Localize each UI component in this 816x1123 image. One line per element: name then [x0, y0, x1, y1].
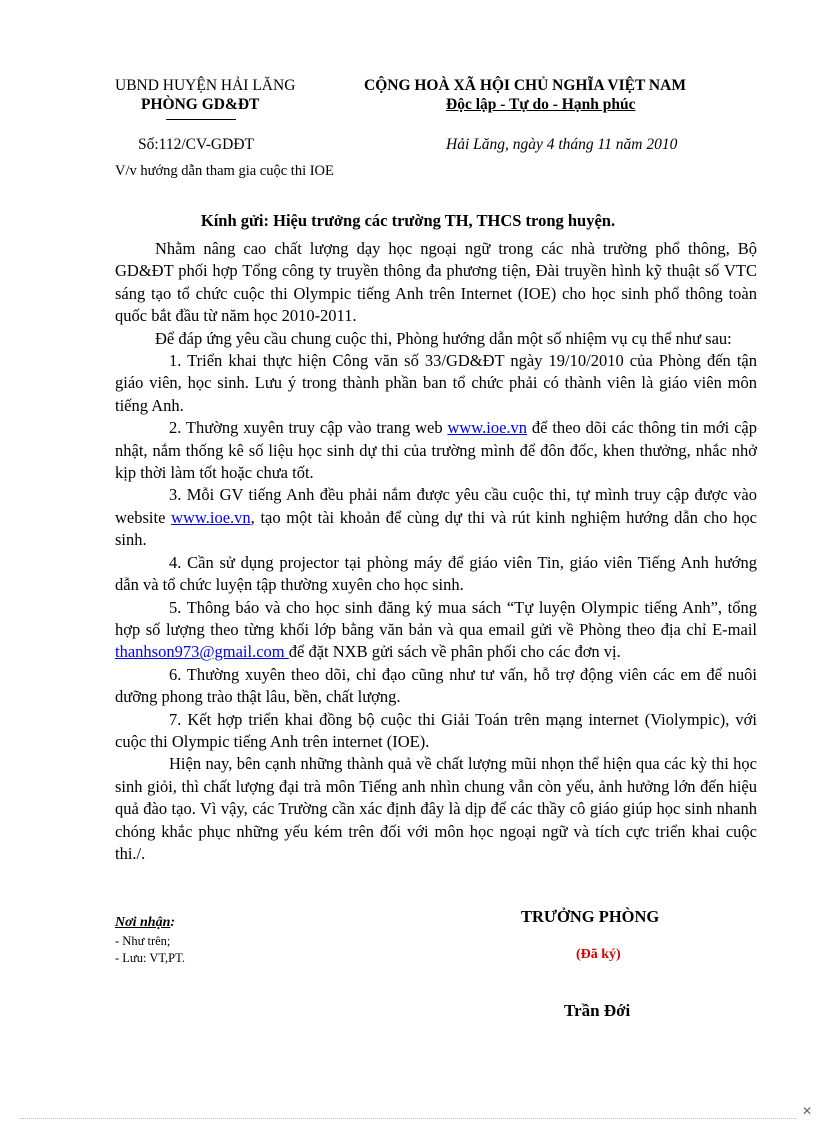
place-date: Hải Lăng, ngày 4 tháng 11 năm 2010 — [446, 136, 678, 153]
task-item-2: 2. Thường xuyên truy cập vào trang web www.ioe.vn để theo dõi các thông tin mới cập nhật, nắm thống kê số liệu học sinh dự thi của trường mình để đôn đốc, khen thưởng, nhắc nhở kịp thời làm tốt hoặc chưa tốt. — [115, 418, 757, 483]
task-item-5: 5. Thông báo và cho học sinh đăng ký mua sách “Tự luyện Olympic tiếng Anh”, tổng hợp số lượng theo từng khối lớp bằng văn bản và qua email gửi về Phòng theo địa chỉ E-mail thanhson973@gmail.com để đặt NXB gửi sách về phân phối cho các đơn vị. — [115, 597, 757, 662]
subject-line: V/v hướng dẫn tham gia cuộc thi IOE — [115, 163, 334, 179]
document-body — [115, 238, 757, 865]
guidance-paragraph: Để đáp ứng yêu cầu chung cuộc thi, Phòng hướng dẫn một số nhiệm vụ cụ thể như sau: — [155, 328, 732, 348]
recipients-line-2: - Lưu: VT,PT. — [115, 951, 185, 965]
email-link[interactable]: thanhson973@gmail.com — [115, 642, 289, 662]
recipients-line-1: - Như trên; — [115, 934, 171, 948]
page-bottom-border — [20, 1118, 796, 1119]
ioe-website-link-2[interactable]: www.ioe.vn — [171, 507, 251, 527]
ioe-website-link[interactable]: www.ioe.vn — [447, 418, 528, 438]
department-name: PHÒNG GD&ĐT — [141, 96, 260, 113]
national-motto: Độc lập - Tự do - Hạnh phúc — [446, 96, 636, 113]
task-item-4: 4. Cần sử dụng projector tại phòng máy để giáo viên Tin, giáo viên Tiếng Anh hướng dẫn và tổ chức luyện tập thường xuyên cho học sinh. — [115, 552, 757, 595]
signer-name: Trần Đới — [564, 1001, 631, 1020]
recipient-line: Kính gửi: Hiệu trưởng các trường TH, THCS trong huyện. — [200, 211, 616, 230]
document-number: Số:112/CV-GDĐT — [138, 136, 254, 153]
department-underline — [166, 119, 236, 120]
intro-paragraph: Nhằm nâng cao chất lượng dạy học ngoại ngữ trong các nhà trường phổ thông, Bộ GD&ĐT phối hợp Tổng công ty truyền thông đa phương tiện, Đài truyền hình kỹ thuật số VTC sáng tạo tổ chức cuộc thi Olympic tiếng Anh trên Internet (IOE) cho học sinh phổ thông toàn quốc bắt đầu từ năm học 2010-2011. — [115, 239, 757, 326]
corner-mark-icon: ✕ — [802, 1104, 813, 1118]
closing-paragraph: Hiện nay, bên cạnh những thành quả về chất lượng mũi nhọn thể hiện qua các kỳ thi học sinh giỏi, thì chất lượng đại trà môn Tiếng anh nhìn chung vẫn còn yếu, ảnh hưởng lớn đến hiệu quả đào tạo. Vì vậy, các Trường cần xác định đây là dịp để các thầy cô giáo giúp học sinh nhanh chóng khắc phục những yếu kém trên đối với môn học ngoại ngữ và tích cực triển khai cuộc thi./. — [115, 754, 757, 863]
national-title: CỘNG HOÀ XÃ HỘI CHỦ NGHĨA VIỆT NAM — [364, 77, 686, 94]
task-item-1: 1. Triển khai thực hiện Công văn số 33/GD&ĐT ngày 19/10/2010 của Phòng đến tận giáo viên, học sinh. Lưu ý trong thành phần ban tổ chức phải có thành viên là giáo viên môn tiếng Anh. — [115, 351, 757, 415]
agency-name: UBND HUYỆN HẢI LĂNG — [115, 77, 296, 94]
task-item-7: 7. Kết hợp triển khai đồng bộ cuộc thi Giải Toán trên mạng internet (Violympic), với cuộc thi Olympic tiếng Anh trên internet (IOE). — [115, 709, 757, 751]
signature-title: TRƯỞNG PHÒNG — [521, 907, 660, 926]
signed-marker: (Đã ký) — [576, 947, 621, 962]
task-item-6: 6. Thường xuyên theo dõi, chỉ đạo cũng như tư vấn, hỗ trợ động viên các em để nuôi dưỡng phong trào thật lâu, bền, chất lượng. — [115, 664, 757, 707]
task-item-3: 3. Mỗi GV tiếng Anh đều phải nắm được yêu cầu cuộc thi, tự mình truy cập được vào website www.ioe.vn, tạo một tài khoản để cùng dự thi và rút kinh nghiệm hướng dẫn cho học sinh. — [115, 485, 757, 550]
recipients-title: Nơi nhận: — [115, 915, 176, 930]
